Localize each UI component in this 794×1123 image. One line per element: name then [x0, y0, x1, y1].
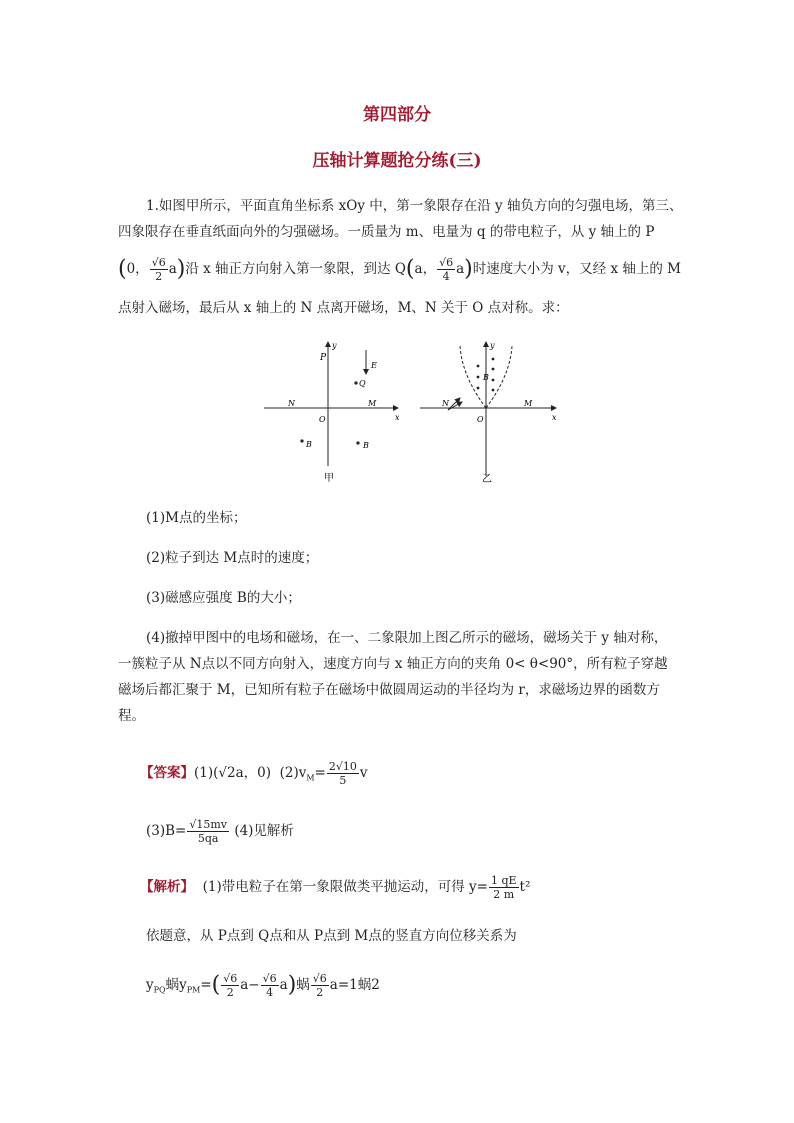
- label-b-left: B: [306, 440, 312, 449]
- fraction: $\frac{2√10}{5}$: [328, 760, 357, 787]
- question-4-line-1: (4)撤掉甲图中的电场和磁场，在一、二象限加上图乙所示的磁场，磁场关于 y 轴对称，: [146, 630, 668, 646]
- question-4-line-3: 磁场后都汇聚于 M，已知所有粒子在磁场中做圆周运动的半径均为 r，求磁场边界的函数方: [118, 682, 660, 698]
- fraction: $\frac{√6}{4}$: [262, 972, 277, 999]
- fraction: $\frac{1 qE}{2 m}$: [490, 874, 517, 901]
- answer-line-1: 【答案】(1)(√2a，0) $(2)v_M=$ $\frac{2√10}{5}$ v: [140, 760, 368, 787]
- figure-jia: [258, 336, 408, 486]
- boundary-right: [486, 346, 512, 408]
- label-y: y: [332, 341, 337, 350]
- label-o: O: [319, 415, 326, 424]
- label-x: x: [552, 413, 557, 422]
- analysis-line-2: 依题意，从 P点到 Q点和从 P点到 M点的竖直方向位移关系为: [146, 928, 517, 944]
- question-1: (1)M点的坐标；: [146, 510, 247, 526]
- fraction: $\frac{√6}{2}$: [223, 972, 238, 999]
- label-x: x: [395, 413, 400, 422]
- label-m: M: [368, 399, 377, 408]
- problem-line-1: 1.如图甲所示，平面直角坐标系 xOy 中，第一象限存在沿 y 轴负方向的匀强电场，第三、: [146, 198, 683, 214]
- problem-line-3: (0， $\frac{√6}{2}$ a)沿 x 轴正方向射入第一象限，到达 Q(a， $\frac{√6}{4}$ a)时速度大小为 v，又经 x 轴上的 M: [118, 256, 681, 283]
- fraction: $\frac{√6}{2}$: [151, 256, 166, 283]
- label-o: O: [477, 415, 484, 424]
- label-q: Q: [359, 379, 366, 388]
- label-p: P: [320, 353, 327, 363]
- analysis-line-1: 【解析】 (1)带电粒子在第一象限做类平抛运动，可得 y= $\frac{1 qE}{2 m}$ t²: [140, 874, 531, 901]
- fraction: $\frac{√6}{2}$: [312, 972, 327, 999]
- label-m: M: [524, 399, 533, 408]
- part-title: 第四部分: [363, 105, 431, 125]
- label-y: y: [490, 341, 495, 350]
- b-dot-right: [356, 441, 359, 444]
- caption-yi: 乙: [482, 474, 492, 485]
- question-4-line-4: 程。: [118, 708, 145, 724]
- label-n: N: [288, 399, 295, 408]
- answer-tag: 【答案】: [140, 765, 194, 781]
- subtitle: 压轴计算题抢分练(三): [312, 151, 482, 171]
- fraction: $\frac{√15mv}{5qa}$: [189, 818, 228, 845]
- question-3: (3)磁感应强度 B的大小；: [146, 590, 301, 606]
- label-n: N: [442, 399, 449, 408]
- point-q: [354, 381, 357, 384]
- label-b: B: [483, 373, 489, 382]
- caption-jia: 甲: [324, 473, 334, 484]
- analysis-tag: 【解析】: [140, 879, 194, 895]
- answer-line-2: (3)B= $\frac{√15mv}{5qa}$ (4)见解析: [146, 818, 294, 845]
- question-4-line-2: 一簇粒子从 N点以不同方向射入，速度方向与 x 轴正方向的夹角 0< θ<90°，所有粒子穿越: [118, 656, 668, 672]
- analysis-line-3: $y_{PQ}$蜗$y_{PM}=$( $\frac{√6}{2}$ a− $\frac{√6}{4}$ a)蜗 $\frac{√6}{2}$ a=1蜗2: [146, 972, 380, 999]
- question-2: (2)粒子到达 M点时的速度；: [146, 550, 319, 566]
- problem-line-4: 点射入磁场，最后从 x 轴上的 N 点离开磁场，M、N 关于 O 点对称。求：: [118, 300, 569, 316]
- figure-yi: [414, 336, 564, 486]
- fraction: $\frac{√6}{4}$: [439, 256, 454, 283]
- label-e: E: [371, 361, 377, 370]
- b-dot-left: [300, 439, 303, 442]
- problem-line-2: 四象限存在垂直纸面向外的匀强磁场。一质量为 m、电量为 q 的带电粒子，从 y 轴上的 P: [118, 224, 655, 240]
- label-b-right: B: [363, 441, 369, 450]
